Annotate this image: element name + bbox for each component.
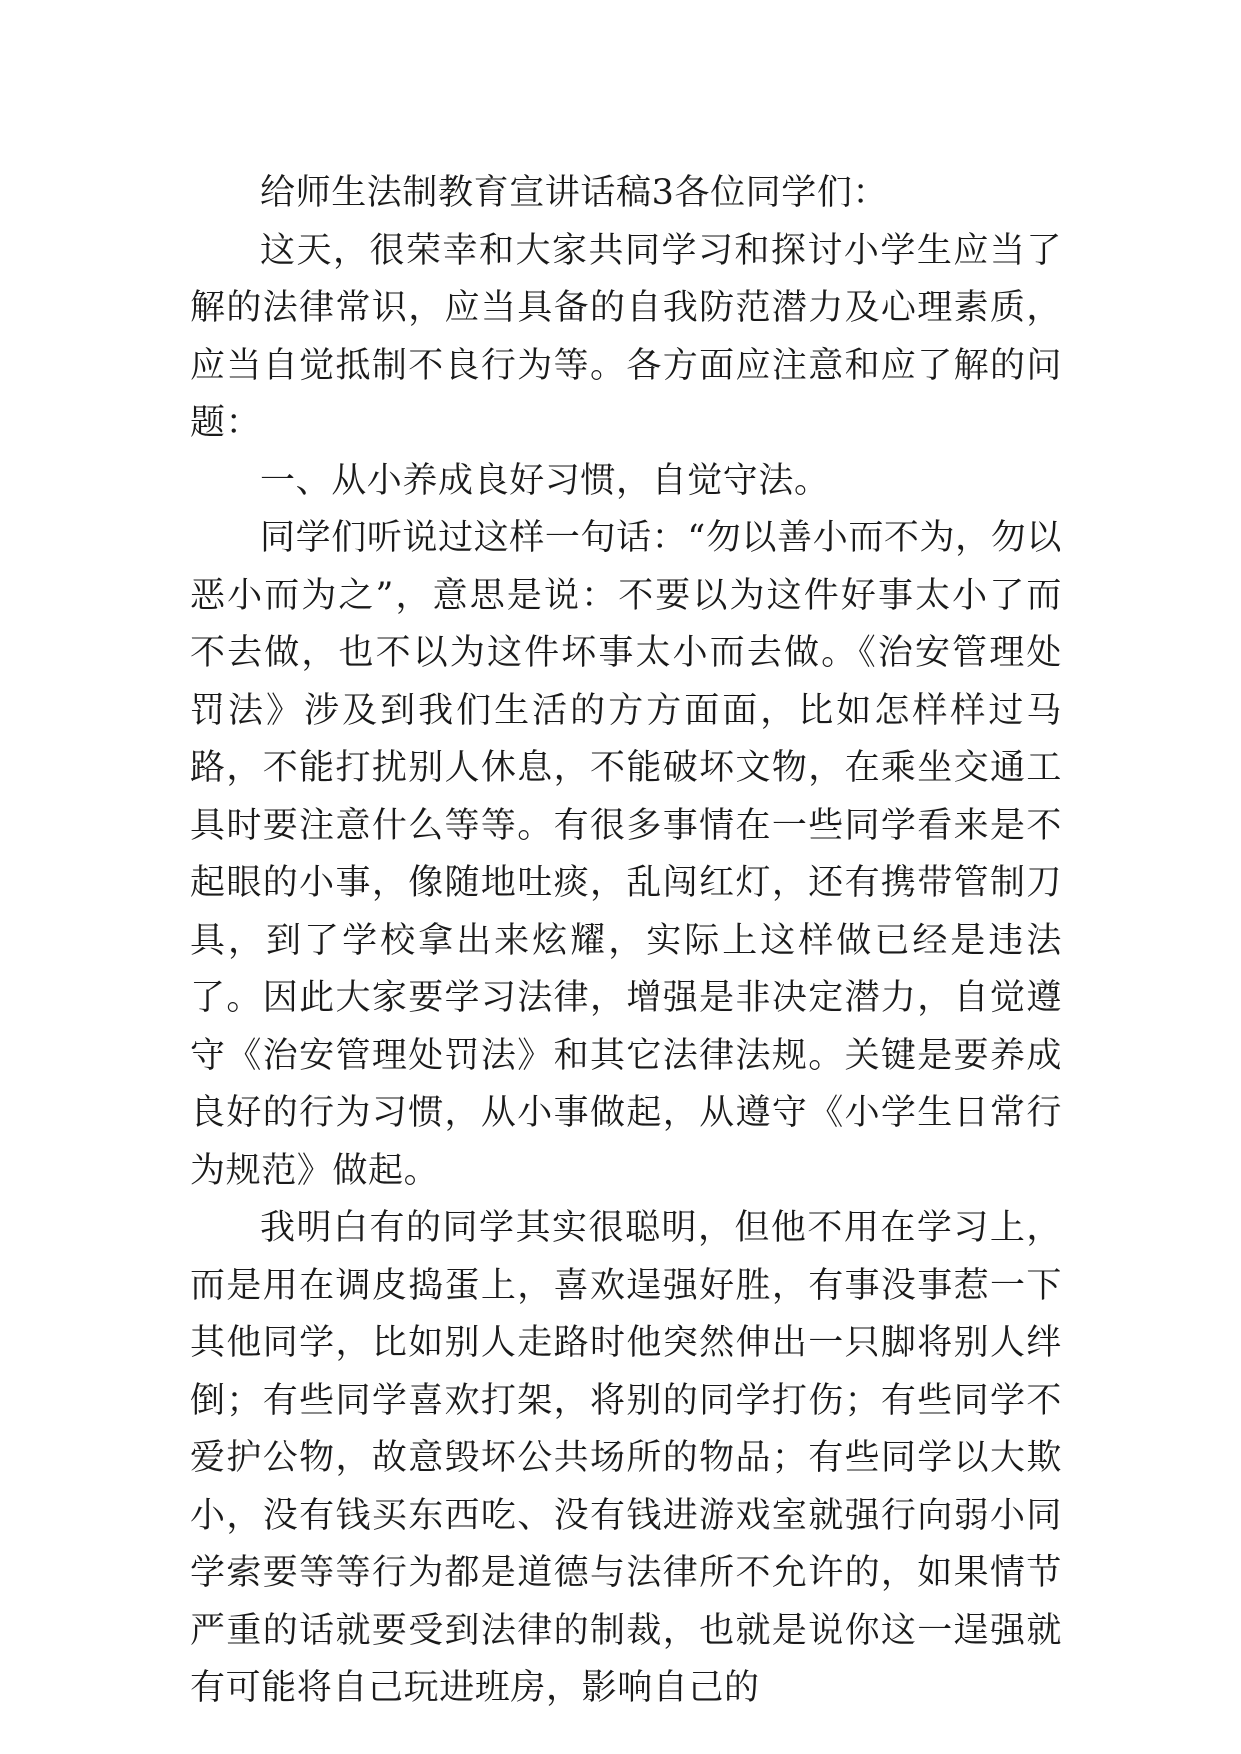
paragraph-title: 给师生法制教育宣讲话稿3各位同学们：: [260, 173, 889, 213]
paragraph-law-awareness: 同学们听说过这样一句话：“勿以善小而不为，勿以恶小而为之”，意思是说：不要以为这件好事太小了而不去做，也不以为这件坏事太小而去做。《治安管理处罚法》涉及到我们生活的方方面面，比如怎样样过马路，不能打扰别人休息，不能破坏文物，在乘坐交通工具时要注意什么等等。有很多事情在一些同学看来是不起眼的小事，像随地吐痰，乱闯红灯，还有携带管制刀具，到了学校拿出来炫耀，实际上这样做已经是违法了。因此大家要学习法律，增强是非决定潜力，自觉遵守《治安管理处罚法》和其它法律法规。关键是要养成良好的行为习惯，从小事做起，从遵守《小学生日常行为规范》做起。: [190, 518, 1062, 1191]
paragraph-intro: 这天，很荣幸和大家共同学习和探讨小学生应当了解的法律常识，应当具备的自我防范潜力及心理素质，应当自觉抵制不良行为等。各方面应注意和应了解的问题：: [190, 230, 1062, 443]
paragraph-heading-one: 一、从小养成良好习惯，自觉守法。: [260, 460, 830, 501]
paragraph-behavior: 我明白有的同学其实很聪明，但他不用在学习上，而是用在调皮捣蛋上，喜欢逞强好胜，有事没事惹一下其他同学，比如别人走路时他突然伸出一只脚将别人绊倒；有些同学喜欢打架，将别的同学打伤；有些同学不爱护公物，故意毁坏公共场所的物品；有些同学以大欺小，没有钱买东西吃、没有钱进游戏室就强行向弱小同学索要等等行为都是道德与法律所不允许的，如果情节严重的话就要受到法律的制裁，也就是说你这一逞强就有可能将自己玩进班房，影响自己的: [190, 1208, 1062, 1708]
document-body: [190, 165, 1062, 1718]
